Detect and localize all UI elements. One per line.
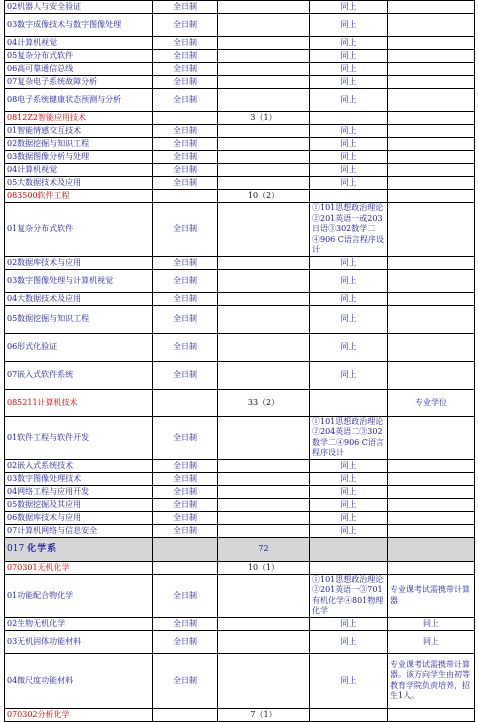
- study-mode-cell: 全日制: [153, 617, 218, 630]
- exam-subjects-cell: 同上: [310, 125, 388, 138]
- quota-cell: [218, 292, 310, 305]
- direction-row: [5, 653, 475, 708]
- direction-row: [5, 459, 475, 472]
- direction-name-cell: 05大数据技术及应用: [5, 177, 153, 190]
- exam-subjects-cell: 同上: [310, 164, 388, 177]
- study-mode-cell: [153, 561, 218, 574]
- exam-subjects-cell: [310, 537, 388, 561]
- remarks-cell: [388, 498, 475, 511]
- remarks-cell: 同上: [388, 630, 475, 653]
- study-mode-cell: 全日制: [153, 269, 218, 292]
- remarks-cell: [388, 112, 475, 125]
- remarks-cell: [388, 561, 475, 574]
- study-mode-cell: 全日制: [153, 37, 218, 50]
- direction-name-cell: 02机器人与安全验证: [5, 1, 153, 14]
- quota-cell: [218, 498, 310, 511]
- quota-cell: [218, 333, 310, 361]
- direction-name-cell: 03数字图像处理与计算机视觉: [5, 269, 153, 292]
- direction-name-cell: 05数据挖掘及其应用: [5, 498, 153, 511]
- remarks-cell: [388, 333, 475, 361]
- quota-cell: [218, 524, 310, 537]
- quota-cell: [218, 89, 310, 112]
- remarks-cell: [388, 76, 475, 89]
- department-row: [5, 537, 475, 561]
- study-mode-cell: 全日制: [153, 76, 218, 89]
- exam-subjects-cell: 同上: [310, 89, 388, 112]
- direction-row: [5, 485, 475, 498]
- direction-name-cell: 03数据图像分析与处理: [5, 151, 153, 164]
- study-mode-cell: 全日制: [153, 361, 218, 389]
- study-mode-cell: 全日制: [153, 292, 218, 305]
- exam-subjects-cell: 同上: [310, 472, 388, 485]
- exam-subjects-cell: [310, 561, 388, 574]
- direction-row: [5, 37, 475, 50]
- major-row: [5, 112, 475, 125]
- direction-name-cell: 04网络工程与应用开发: [5, 485, 153, 498]
- quota-cell: [218, 138, 310, 151]
- study-mode-cell: 全日制: [153, 511, 218, 524]
- exam-subjects-cell: 同上: [310, 511, 388, 524]
- study-mode-cell: 全日制: [153, 630, 218, 653]
- direction-name-cell: 07嵌入式软件系统: [5, 361, 153, 389]
- direction-name-cell: 03无机固体功能材料: [5, 630, 153, 653]
- quota-cell: [218, 472, 310, 485]
- direction-name-cell: 02数据库技术与应用: [5, 256, 153, 269]
- study-mode-cell: 全日制: [153, 333, 218, 361]
- study-mode-cell: [153, 389, 218, 416]
- remarks-cell: [388, 14, 475, 37]
- direction-row: [5, 269, 475, 292]
- department-name: 化学系: [27, 544, 58, 554]
- quota-cell: [218, 305, 310, 333]
- direction-name-cell: 02嵌入式系统技术: [5, 459, 153, 472]
- remarks-cell: [388, 177, 475, 190]
- study-mode-cell: [153, 537, 218, 561]
- remarks-cell: [388, 511, 475, 524]
- department-cell: [5, 537, 153, 561]
- remarks-cell: 同上: [388, 617, 475, 630]
- direction-row: [5, 574, 475, 617]
- remarks-cell: [388, 361, 475, 389]
- quota-cell: [218, 203, 310, 257]
- study-mode-cell: 全日制: [153, 459, 218, 472]
- study-mode-cell: 全日制: [153, 177, 218, 190]
- remarks-cell: [388, 472, 475, 485]
- exam-subjects-cell: ①101思想政治理论②204英语二③302数学二④906 C语言程序设计: [310, 416, 388, 459]
- remarks-cell: [388, 459, 475, 472]
- remarks-cell: [388, 305, 475, 333]
- exam-subjects-cell: 同上: [310, 617, 388, 630]
- direction-row: [5, 151, 475, 164]
- direction-name-cell: 01软件工程与软件开发: [5, 416, 153, 459]
- exam-subjects-cell: 同上: [310, 76, 388, 89]
- direction-row: [5, 89, 475, 112]
- exam-subjects-cell: 同上: [310, 333, 388, 361]
- study-mode-cell: 全日制: [153, 151, 218, 164]
- exam-subjects-cell: ①101思想政治理论②201英语一③701有机化学④801物理化学: [310, 574, 388, 617]
- direction-row: [5, 138, 475, 151]
- direction-name-cell: 06形式化验证: [5, 333, 153, 361]
- direction-name-cell: 07复杂电子系统故障分析: [5, 76, 153, 89]
- direction-name-cell: 05数据挖掘与知识工程: [5, 305, 153, 333]
- exam-subjects-cell: 同上: [310, 524, 388, 537]
- remarks-cell: [388, 37, 475, 50]
- remarks-cell: [388, 164, 475, 177]
- direction-name-cell: 02数据挖掘与知识工程: [5, 138, 153, 151]
- remarks-cell: [388, 89, 475, 112]
- quota-cell: [218, 269, 310, 292]
- exam-subjects-cell: 同上: [310, 37, 388, 50]
- direction-name-cell: 07计算机网络与信息安全: [5, 524, 153, 537]
- direction-row: [5, 361, 475, 389]
- remarks-cell: [388, 416, 475, 459]
- study-mode-cell: [153, 708, 218, 721]
- major-row: [5, 708, 475, 721]
- direction-row: [5, 498, 475, 511]
- study-mode-cell: 全日制: [153, 63, 218, 76]
- study-mode-cell: 全日制: [153, 14, 218, 37]
- remarks-cell: [388, 50, 475, 63]
- exam-subjects-cell: 同上: [310, 1, 388, 14]
- direction-row: [5, 203, 475, 257]
- study-mode-cell: 全日制: [153, 125, 218, 138]
- quota-cell: 33（2）: [218, 389, 310, 416]
- exam-subjects-cell: [310, 112, 388, 125]
- direction-name-cell: 01功能配合物化学: [5, 574, 153, 617]
- study-mode-cell: 全日制: [153, 574, 218, 617]
- remarks-cell: [388, 125, 475, 138]
- exam-subjects-cell: [310, 190, 388, 203]
- direction-row: [5, 1, 475, 14]
- quota-cell: [218, 416, 310, 459]
- direction-row: [5, 14, 475, 37]
- exam-subjects-cell: 同上: [310, 498, 388, 511]
- direction-row: [5, 177, 475, 190]
- exam-subjects-cell: 同上: [310, 256, 388, 269]
- direction-row: [5, 416, 475, 459]
- exam-subjects-cell: [310, 389, 388, 416]
- quota-cell: [218, 361, 310, 389]
- major-name-cell: 083500软件工程: [5, 190, 153, 203]
- direction-row: [5, 292, 475, 305]
- exam-subjects-cell: 同上: [310, 459, 388, 472]
- remarks-cell: [388, 1, 475, 14]
- quota-cell: [218, 1, 310, 14]
- exam-subjects-cell: 同上: [310, 269, 388, 292]
- remarks-cell: [388, 708, 475, 721]
- exam-subjects-cell: 同上: [310, 630, 388, 653]
- quota-cell: [218, 151, 310, 164]
- exam-subjects-cell: [310, 708, 388, 721]
- exam-subjects-cell: 同上: [310, 138, 388, 151]
- quota-cell: [218, 164, 310, 177]
- exam-subjects-cell: ①101思想政治理论②201英语一或203日语③302数学二④906 C语言程序设计: [310, 203, 388, 257]
- direction-name-cell: 02生物无机化学: [5, 617, 153, 630]
- direction-row: [5, 63, 475, 76]
- direction-name-cell: 06数据库技术与应用: [5, 511, 153, 524]
- remarks-cell: [388, 292, 475, 305]
- quota-cell: [218, 256, 310, 269]
- remarks-cell: [388, 190, 475, 203]
- study-mode-cell: [153, 190, 218, 203]
- quota-cell: 10（2）: [218, 190, 310, 203]
- admissions-catalog-page: [4, 0, 474, 722]
- remarks-cell: [388, 256, 475, 269]
- remarks-cell: [388, 138, 475, 151]
- major-name-cell: 070302分析化学: [5, 708, 153, 721]
- remarks-cell: [388, 537, 475, 561]
- direction-name-cell: 04计算机视觉: [5, 37, 153, 50]
- admissions-table: [4, 0, 475, 722]
- quota-cell: [218, 485, 310, 498]
- quota-cell: [218, 574, 310, 617]
- study-mode-cell: 全日制: [153, 138, 218, 151]
- exam-subjects-cell: 同上: [310, 63, 388, 76]
- quota-cell: 3（1）: [218, 112, 310, 125]
- direction-name-cell: 01复杂分布式软件: [5, 203, 153, 257]
- admissions-table-body: [5, 1, 475, 722]
- study-mode-cell: 全日制: [153, 472, 218, 485]
- direction-row: [5, 256, 475, 269]
- quota-cell: [218, 617, 310, 630]
- exam-subjects-cell: 同上: [310, 151, 388, 164]
- exam-subjects-cell: 同上: [310, 485, 388, 498]
- exam-subjects-cell: 同上: [310, 14, 388, 37]
- study-mode-cell: 全日制: [153, 89, 218, 112]
- quota-cell: [218, 459, 310, 472]
- major-row: [5, 190, 475, 203]
- remarks-cell: 专业课考试需携带计算器: [388, 574, 475, 617]
- exam-subjects-cell: 同上: [310, 305, 388, 333]
- remarks-cell: [388, 151, 475, 164]
- quota-cell: [218, 653, 310, 708]
- direction-row: [5, 472, 475, 485]
- major-name-cell: 070301无机化学: [5, 561, 153, 574]
- direction-row: [5, 50, 475, 63]
- remarks-cell: [388, 203, 475, 257]
- direction-name-cell: 01智能情感交互技术: [5, 125, 153, 138]
- major-name-cell: 085211计算机技术: [5, 389, 153, 416]
- direction-row: [5, 511, 475, 524]
- study-mode-cell: 全日制: [153, 305, 218, 333]
- exam-subjects-cell: 同上: [310, 653, 388, 708]
- quota-cell: [218, 511, 310, 524]
- study-mode-cell: 全日制: [153, 498, 218, 511]
- quota-cell: [218, 177, 310, 190]
- direction-row: [5, 76, 475, 89]
- remarks-cell: [388, 269, 475, 292]
- exam-subjects-cell: 同上: [310, 292, 388, 305]
- study-mode-cell: [153, 112, 218, 125]
- quota-cell: [218, 125, 310, 138]
- direction-name-cell: 08电子系统健康状态预测与分析: [5, 89, 153, 112]
- quota-cell: [218, 14, 310, 37]
- direction-row: [5, 125, 475, 138]
- study-mode-cell: 全日制: [153, 524, 218, 537]
- remarks-cell: [388, 63, 475, 76]
- direction-row: [5, 617, 475, 630]
- direction-name-cell: 04微尺度功能材料: [5, 653, 153, 708]
- remarks-cell: [388, 524, 475, 537]
- quota-cell: [218, 76, 310, 89]
- study-mode-cell: 全日制: [153, 416, 218, 459]
- quota-cell: [218, 63, 310, 76]
- quota-cell: 10（1）: [218, 561, 310, 574]
- quota-cell: [218, 630, 310, 653]
- remarks-cell: [388, 485, 475, 498]
- study-mode-cell: 全日制: [153, 50, 218, 63]
- study-mode-cell: 全日制: [153, 164, 218, 177]
- department-code: 017: [7, 544, 25, 554]
- study-mode-cell: 全日制: [153, 485, 218, 498]
- quota-cell: 7（1）: [218, 708, 310, 721]
- direction-row: [5, 333, 475, 361]
- direction-name-cell: 06高可靠通信总线: [5, 63, 153, 76]
- study-mode-cell: 全日制: [153, 653, 218, 708]
- major-row: [5, 561, 475, 574]
- direction-row: [5, 305, 475, 333]
- remarks-cell: 专业学位: [388, 389, 475, 416]
- study-mode-cell: 全日制: [153, 203, 218, 257]
- exam-subjects-cell: 同上: [310, 361, 388, 389]
- direction-name-cell: 04计算机视觉: [5, 164, 153, 177]
- direction-row: [5, 630, 475, 653]
- direction-name-cell: 05复杂分布式软件: [5, 50, 153, 63]
- major-row: [5, 389, 475, 416]
- exam-subjects-cell: 同上: [310, 177, 388, 190]
- major-name-cell: 0812Z2智能应用技术: [5, 112, 153, 125]
- study-mode-cell: 全日制: [153, 1, 218, 14]
- exam-subjects-cell: 同上: [310, 50, 388, 63]
- direction-name-cell: 03数字图像处理技术: [5, 472, 153, 485]
- direction-name-cell: 03数字成像技术与数字图像处理: [5, 14, 153, 37]
- remarks-cell: 专业课考试需携带计算器。该方向学生由初等教育学院负责培养，招生1人。: [388, 653, 475, 708]
- direction-name-cell: 04大数据技术及应用: [5, 292, 153, 305]
- study-mode-cell: 全日制: [153, 256, 218, 269]
- quota-cell: 72: [218, 537, 310, 561]
- quota-cell: [218, 50, 310, 63]
- direction-row: [5, 524, 475, 537]
- direction-row: [5, 164, 475, 177]
- quota-cell: [218, 37, 310, 50]
